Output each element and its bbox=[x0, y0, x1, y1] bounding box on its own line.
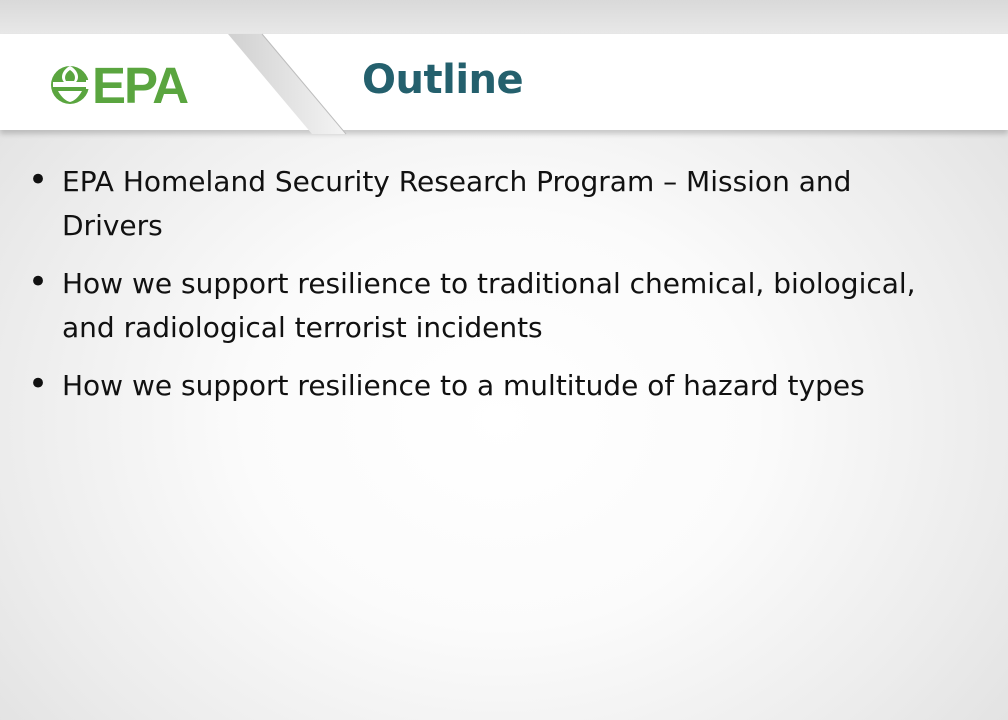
epa-flower-logo-icon bbox=[50, 62, 94, 108]
epa-logo bbox=[50, 56, 188, 114]
bullet-dot-icon: • bbox=[28, 160, 49, 200]
bullet-dot-icon: • bbox=[28, 364, 49, 404]
bullet-text: How we support resilience to traditional chemical, biological, and radiological terrorist incidents bbox=[62, 267, 916, 344]
bullet-text: EPA Homeland Security Research Program – Mission and Drivers bbox=[62, 165, 852, 242]
bullet-item bbox=[28, 262, 958, 350]
bullet-item bbox=[28, 160, 958, 248]
logo-text: EPA bbox=[92, 56, 188, 114]
bullet-item bbox=[28, 364, 958, 408]
slide-title: Outline bbox=[362, 57, 524, 103]
bullet-list bbox=[28, 160, 958, 422]
bullet-text: How we support resilience to a multitude of hazard types bbox=[62, 369, 865, 402]
bullet-dot-icon: • bbox=[28, 262, 49, 302]
